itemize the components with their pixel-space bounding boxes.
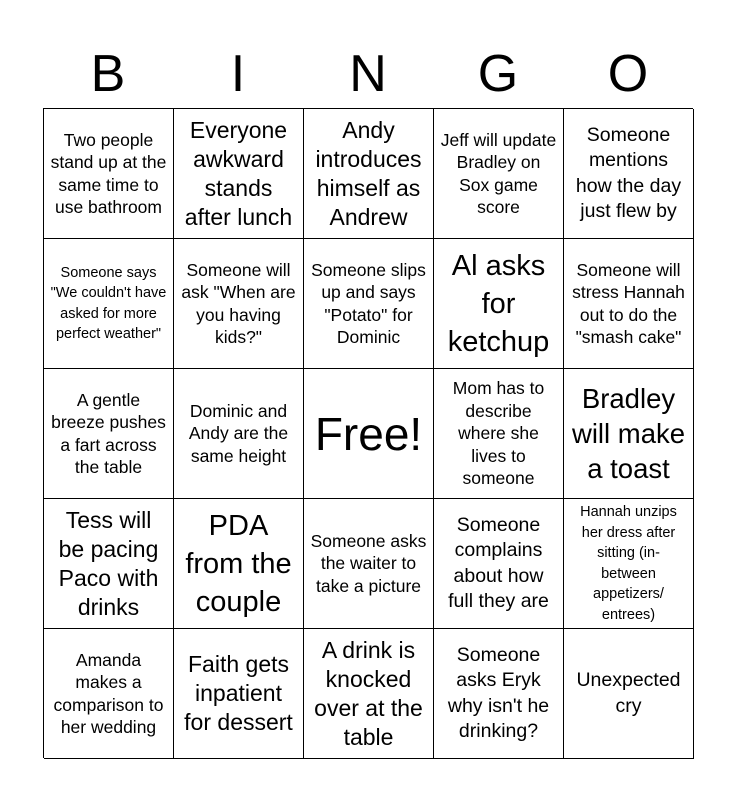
bingo-cell-text: A gentle breeze pushes a fart across the table	[51, 389, 166, 477]
bingo-cell-4-4[interactable]	[434, 499, 564, 629]
bingo-grid	[43, 108, 693, 758]
bingo-cell-text: Someone will ask "When are you having kids?"	[181, 259, 296, 347]
bingo-cell-3-4[interactable]	[434, 369, 564, 499]
bingo-cell-5-2[interactable]	[174, 629, 304, 759]
bingo-cell-2-5[interactable]	[564, 239, 694, 369]
bingo-cell-2-2[interactable]	[174, 239, 304, 369]
bingo-cell-free[interactable]	[304, 369, 434, 499]
bingo-cell-2-4[interactable]	[434, 239, 564, 369]
bingo-cell-3-5[interactable]	[564, 369, 694, 499]
bingo-cell-text: Tess will be pacing Paco with drinks	[58, 506, 159, 620]
bingo-cell-1-4[interactable]	[434, 109, 564, 239]
header-letter-g: G	[477, 45, 519, 103]
header-letter-o: O	[607, 45, 649, 103]
bingo-cell-5-4[interactable]	[434, 629, 564, 759]
bingo-cell-text: Unexpected cry	[576, 669, 681, 717]
bingo-cell-3-1[interactable]	[44, 369, 174, 499]
bingo-cell-text: Jeff will update Bradley on Sox game score	[440, 129, 557, 217]
bingo-cell-text: Someone slips up and says "Potato" for Dominic	[311, 259, 426, 347]
bingo-cell-text: Someone says "We couldn't have asked for more perfect weather"	[50, 264, 167, 342]
bingo-cell-1-1[interactable]	[44, 109, 174, 239]
bingo-cell-text: Faith gets inpatient for dessert	[184, 651, 293, 735]
header-letter-n: N	[349, 45, 387, 103]
bingo-cell-text: Someone mentions how the day just flew by	[575, 123, 682, 222]
bingo-cell-text: Mom has to describe where she lives to someone	[452, 378, 545, 489]
bingo-cell-1-5[interactable]	[564, 109, 694, 239]
bingo-cell-text: Everyone awkward stands after lunch	[184, 116, 293, 230]
bingo-cell-5-5[interactable]	[564, 629, 694, 759]
bingo-cell-text: PDA from the couple	[185, 509, 292, 618]
bingo-cell-text: Someone will stress Hannah out to do the "smash cake"	[572, 259, 685, 347]
header-letter-i: I	[230, 45, 246, 103]
bingo-cell-text: Andy introduces himself as Andrew	[315, 116, 422, 230]
bingo-cell-text: Someone asks the waiter to take a picture	[310, 530, 427, 596]
bingo-cell-text: Someone complains about how full they are	[448, 513, 549, 612]
bingo-cell-4-5[interactable]	[564, 499, 694, 629]
bingo-cell-2-1[interactable]	[44, 239, 174, 369]
bingo-header	[43, 40, 693, 108]
bingo-cell-1-3[interactable]	[304, 109, 434, 239]
bingo-cell-text: Someone asks Eryk why isn't he drinking?	[447, 643, 550, 742]
bingo-cell-4-1[interactable]	[44, 499, 174, 629]
bingo-cell-3-2[interactable]	[174, 369, 304, 499]
bingo-cell-5-3[interactable]	[304, 629, 434, 759]
bingo-cell-text: A drink is knocked over at the table	[314, 636, 423, 750]
bingo-cell-text: Free!	[314, 407, 423, 460]
bingo-cell-4-3[interactable]	[304, 499, 434, 629]
bingo-cell-text: Al asks for ketchup	[447, 249, 550, 358]
bingo-cell-text: Bradley will make a toast	[571, 383, 686, 484]
bingo-cell-text: Two people stand up at the same time to use bathroom	[50, 129, 167, 217]
header-letter-b: B	[90, 45, 126, 103]
bingo-cell-4-2[interactable]	[174, 499, 304, 629]
bingo-cell-text: Dominic and Andy are the same height	[188, 400, 289, 466]
bingo-cell-text: Hannah unzips her dress after sitting (in-between appetizers/ entrees)	[580, 504, 677, 623]
bingo-cell-2-3[interactable]	[304, 239, 434, 369]
bingo-cell-text: Amanda makes a comparison to her wedding	[53, 649, 164, 737]
bingo-cell-1-2[interactable]	[174, 109, 304, 239]
bingo-cell-5-1[interactable]	[44, 629, 174, 759]
